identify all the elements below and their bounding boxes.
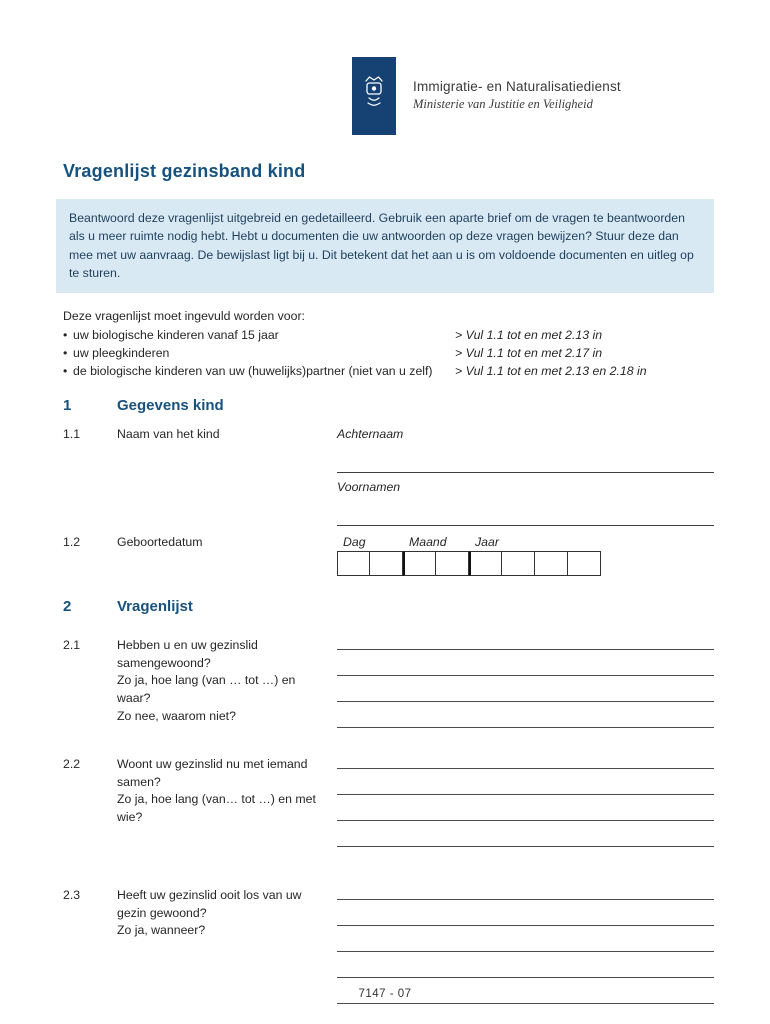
applicability-label: uw pleegkinderen (73, 345, 170, 360)
month-cells (403, 551, 469, 576)
applicability-heading: Deze vragenlijst moet ingevuld worden voor: (63, 308, 305, 323)
intro-box (56, 199, 714, 293)
section-2-header (63, 598, 770, 615)
answer-line[interactable] (337, 769, 714, 795)
org-subtitle: Ministerie van Justitie en Veiligheid (413, 97, 593, 111)
question-1-2 (63, 534, 770, 576)
applicability-block (63, 309, 714, 379)
section-title: Gegevens kind (117, 396, 224, 414)
applicability-item-biological-children (63, 327, 714, 343)
date-digit-cell[interactable] (535, 551, 568, 576)
answer-line[interactable] (337, 637, 714, 650)
date-digit-cell[interactable] (436, 551, 469, 576)
question-1-1 (63, 426, 770, 526)
question-text: Heeft uw gezinslid ooit los van uw gezin gewoond? Zo ja, wanneer? (117, 887, 302, 938)
date-digit-cell[interactable] (337, 551, 370, 576)
section-title: Vragenlijst (117, 597, 193, 615)
question-number: 2.1 (63, 637, 81, 652)
applicability-note: > Vul 1.1 tot en met 2.13 en 2.18 in (455, 363, 647, 378)
bullet-icon: • (63, 327, 68, 342)
answer-line[interactable] (337, 926, 714, 952)
bullet-icon: • (63, 345, 68, 360)
question-number: 1.1 (63, 426, 81, 441)
question-2-2 (63, 756, 770, 847)
field-voornamen[interactable] (337, 479, 714, 526)
answer-area (337, 756, 714, 847)
applicability-note: > Vul 1.1 tot en met 2.17 in (455, 345, 603, 360)
answer-line[interactable] (337, 676, 714, 702)
answer-line[interactable] (337, 887, 714, 900)
field-label-voornamen: Voornamen (337, 479, 401, 494)
question-number: 2.3 (63, 887, 81, 902)
field-achternaam[interactable] (337, 426, 714, 473)
answer-line[interactable] (337, 952, 714, 978)
date-label-day: Dag (343, 534, 366, 549)
date-group-day (337, 534, 403, 576)
logo-text (413, 79, 621, 112)
answer-line[interactable] (337, 650, 714, 676)
question-2-3 (63, 887, 770, 1004)
date-group-year (469, 534, 601, 576)
section-number: 2 (63, 597, 72, 615)
rijksoverheid-logo (352, 57, 396, 135)
day-cells (337, 551, 403, 576)
question-number: 1.2 (63, 534, 81, 549)
date-digit-cell[interactable] (403, 551, 436, 576)
form-number: 7147 - 07 (358, 988, 412, 1000)
section-number: 1 (63, 396, 72, 414)
question-text: Woont uw gezinslid nu met iemand samen? Zo ja, hoe lang (van… tot …) en met wie? (117, 756, 316, 825)
page-title: Vragenlijst gezinsband kind (63, 161, 306, 181)
applicability-label: de biologische kinderen van uw (huwelijks)partner (niet van u zelf) (73, 363, 433, 378)
date-digit-cell[interactable] (502, 551, 535, 576)
question-2-1 (63, 637, 770, 728)
logo-header (352, 57, 770, 135)
date-digit-cell[interactable] (568, 551, 601, 576)
question-text: Hebben u en uw gezinslid samengewoond? Zo ja, hoe lang (van … tot …) en waar? Zo nee, waarom niet? (117, 637, 296, 724)
applicability-item-partner-children (63, 363, 714, 379)
question-text: Geboortedatum (117, 534, 203, 549)
answer-area (337, 426, 714, 526)
section-1-header (63, 397, 770, 414)
date-group-month (403, 534, 469, 576)
field-label-achternaam: Achternaam (337, 426, 404, 441)
crest-icon (361, 73, 387, 111)
answer-line[interactable] (337, 702, 714, 728)
org-name: Immigratie- en Naturalisatiedienst (413, 79, 621, 94)
applicability-item-foster-children (63, 345, 714, 361)
applicability-note: > Vul 1.1 tot en met 2.13 in (455, 327, 603, 342)
answer-area (337, 637, 714, 728)
bullet-icon: • (63, 363, 68, 378)
question-text: Naam van het kind (117, 426, 220, 441)
birthdate-input (337, 534, 714, 576)
question-number: 2.2 (63, 756, 81, 771)
date-label-year: Jaar (475, 534, 499, 549)
answer-area (337, 887, 714, 1004)
year-cells (469, 551, 601, 576)
date-digit-cell[interactable] (469, 551, 502, 576)
answer-line[interactable] (337, 795, 714, 821)
answer-area (337, 534, 714, 576)
answer-line[interactable] (337, 900, 714, 926)
answer-line[interactable] (337, 821, 714, 847)
date-label-month: Maand (409, 534, 447, 549)
intro-text: Beantwoord deze vragenlijst uitgebreid en gedetailleerd. Gebruik een aparte brief om de vragen te beantwoorden als u meer ruimte nodig hebt. Hebt u documenten die uw antwoorden op deze vragen bewijzen? Stuur deze dan mee met uw aanvraag. De bewijslast ligt bij u. Dit betekent dat het aan u is om voldoende documenten en uitleg op te sturen. (69, 211, 694, 281)
date-digit-cell[interactable] (370, 551, 403, 576)
answer-line[interactable] (337, 756, 714, 769)
applicability-label: uw biologische kinderen vanaf 15 jaar (73, 327, 279, 342)
